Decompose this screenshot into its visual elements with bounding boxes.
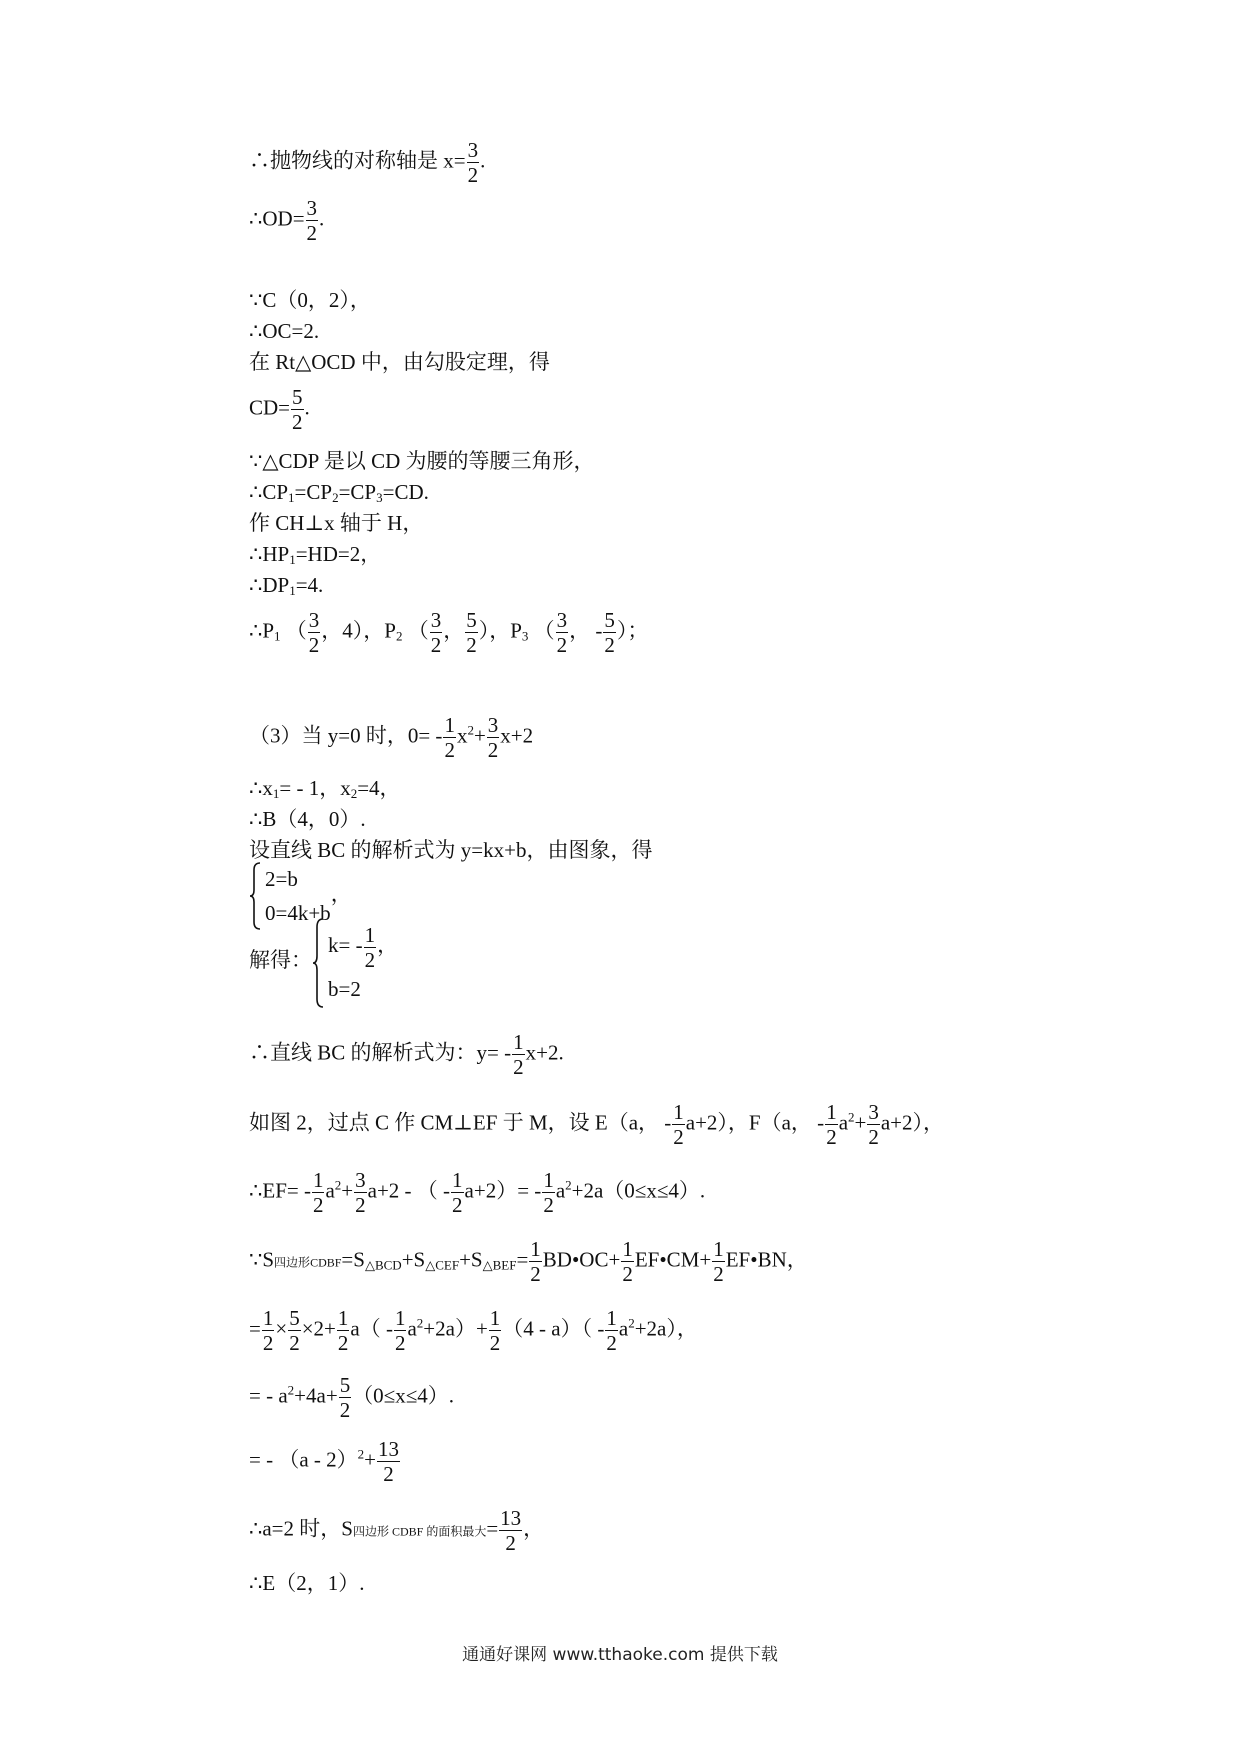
denominator: 2 — [530, 1262, 541, 1286]
text: ∴直线 BC 的解析式为：y= - — [249, 1040, 512, 1065]
text: . — [319, 206, 325, 231]
numerator: 3 — [467, 138, 479, 162]
numerator: 1 — [444, 713, 455, 737]
line-bc-result — [249, 1030, 564, 1079]
line-oc: ∴OC=2. — [249, 319, 320, 343]
numerator: 1 — [489, 1306, 501, 1330]
denominator: 2 — [489, 1331, 501, 1355]
superscript: 2 — [628, 1315, 635, 1331]
line-c-point: ∵C（0，2）， — [249, 288, 371, 312]
fraction — [489, 1306, 502, 1355]
text: a — [618, 1316, 629, 1341]
fraction — [499, 1506, 522, 1555]
text: ∴CP — [249, 480, 289, 504]
text: EF•BN， — [725, 1247, 808, 1272]
fraction — [288, 1306, 301, 1355]
numerator: 5 — [604, 608, 615, 632]
text: （0≤x≤4）. — [352, 1383, 454, 1408]
text: +2a（0≤x≤4）. — [571, 1178, 706, 1203]
numerator: 1 — [826, 1100, 837, 1124]
line-area-expand — [249, 1306, 698, 1355]
denominator: 2 — [452, 1193, 463, 1217]
superscript: 2 — [565, 1177, 572, 1193]
text: =CP — [338, 480, 377, 504]
fraction — [467, 138, 480, 187]
fraction — [377, 1437, 400, 1486]
line-max-area — [249, 1506, 544, 1555]
text: EF•CM+ — [634, 1247, 712, 1272]
line-figure2 — [249, 1100, 944, 1149]
fraction — [556, 608, 569, 657]
footer-credit: 通通好课网 www.tthaoke.com 提供下载 — [462, 1645, 778, 1665]
text: （ — [533, 618, 555, 643]
text: = — [486, 1516, 499, 1541]
fraction — [364, 923, 377, 972]
subscript: 1 — [289, 583, 296, 598]
text: x+2. — [525, 1040, 564, 1065]
text: +S — [401, 1247, 426, 1272]
subscript: 2 — [350, 786, 358, 801]
denominator: 2 — [355, 1193, 366, 1217]
denominator: 2 — [383, 1462, 394, 1486]
text: +2a）， — [634, 1316, 698, 1341]
numerator: 3 — [306, 196, 318, 220]
equation-row: 0=4k+b — [265, 901, 331, 925]
text: （ — [285, 618, 307, 643]
numerator: 1 — [312, 1168, 324, 1192]
denominator: 2 — [713, 1262, 724, 1286]
fraction — [542, 1168, 555, 1217]
numerator: 3 — [355, 1168, 366, 1192]
numerator: 3 — [868, 1100, 879, 1124]
fraction — [605, 1306, 618, 1355]
line-axis-of-symmetry — [249, 138, 485, 187]
denominator: 2 — [339, 1398, 351, 1422]
numerator: 3 — [556, 608, 568, 632]
text: . — [304, 395, 310, 420]
fraction — [451, 1168, 464, 1217]
line-dp1 — [249, 572, 323, 604]
text: ， — [523, 1516, 545, 1541]
subscript-text: CDBF — [310, 1255, 342, 1270]
text: + — [854, 1110, 867, 1135]
text: ∴a=2 时，S — [249, 1516, 353, 1541]
numerator: 1 — [673, 1100, 684, 1124]
fraction — [712, 1237, 725, 1286]
superscript: 2 — [467, 722, 474, 738]
text: （ — [407, 618, 429, 643]
denominator: 2 — [394, 1331, 406, 1355]
text: ∴EF= - — [249, 1178, 311, 1203]
denominator: 2 — [826, 1125, 837, 1149]
numerator: 1 — [713, 1237, 724, 1261]
fraction — [621, 1237, 634, 1286]
text: +4a+ — [294, 1383, 338, 1408]
text: a — [325, 1178, 335, 1203]
text: +S — [459, 1247, 483, 1272]
line-bc-setup: 设直线 BC 的解析式为 y=kx+b，由图象，得 — [249, 838, 653, 862]
line-e-point: ∴E（2，1）. — [249, 1571, 365, 1595]
text: + — [341, 1178, 354, 1203]
subscript: 2 — [332, 490, 339, 505]
subscript: 3 — [376, 490, 383, 505]
subscript: 3 — [521, 628, 529, 644]
denominator: 2 — [606, 1331, 617, 1355]
denominator: 2 — [487, 738, 499, 762]
subscript-text: 四边形 — [274, 1255, 311, 1270]
text: = - （a - 2） — [249, 1447, 358, 1472]
numerator: 1 — [622, 1237, 633, 1261]
text: =HD=2， — [295, 542, 382, 566]
fraction — [306, 196, 319, 245]
line-b-point: ∴B（4，0）. — [249, 807, 366, 831]
line-p-points — [249, 608, 648, 657]
line-ch-perp: 作 CH⊥x 轴于 H， — [249, 511, 424, 535]
numerator: 1 — [606, 1306, 617, 1330]
numerator: 13 — [500, 1506, 522, 1530]
superscript: 2 — [334, 1177, 342, 1193]
subscript: 1 — [272, 786, 280, 801]
numerator: 1 — [364, 922, 376, 947]
denominator: 2 — [306, 221, 318, 245]
denominator: 2 — [505, 1531, 516, 1555]
text: 解得： — [249, 947, 312, 972]
numerator: 5 — [289, 1306, 300, 1330]
fraction — [291, 385, 304, 434]
line-isosceles: ∵△CDP 是以 CD 为腰的等腰三角形， — [249, 449, 595, 473]
denominator: 2 — [292, 410, 303, 434]
text: ×2+ — [301, 1316, 336, 1341]
line-roots — [249, 775, 401, 807]
fraction — [529, 1237, 542, 1286]
text: x — [456, 723, 468, 748]
text: =CP — [294, 480, 333, 504]
text: a — [407, 1316, 417, 1341]
text: CD= — [249, 395, 291, 420]
numerator: 5 — [466, 608, 477, 632]
superscript: 2 — [848, 1109, 855, 1125]
numerator: 5 — [339, 1373, 351, 1397]
superscript: 2 — [357, 1446, 365, 1462]
text: =4， — [357, 776, 401, 800]
line-pythagoras: 在 Rt△OCD 中，由勾股定理，得 — [249, 350, 550, 374]
text: k= - — [328, 933, 363, 957]
text: （3）当 y=0 时，0= - — [249, 723, 443, 748]
text: = — [249, 1316, 261, 1341]
text: +2a）+ — [423, 1316, 488, 1341]
text: ∴OD= — [249, 206, 305, 231]
text: ∴x — [249, 776, 273, 800]
text: a+2 - （ - — [367, 1178, 451, 1203]
numerator: 5 — [292, 385, 303, 409]
text: ， - — [569, 618, 603, 643]
fraction — [339, 1373, 352, 1422]
text: a+2），F（a， - — [685, 1110, 825, 1135]
text: a（ - — [350, 1316, 393, 1341]
fraction — [603, 608, 616, 657]
fraction — [262, 1306, 275, 1355]
denominator: 2 — [556, 633, 568, 657]
fraction — [354, 1168, 367, 1217]
line-ef — [249, 1168, 705, 1217]
equation-row: 2=b — [265, 867, 298, 891]
solution-row-k — [328, 918, 398, 972]
numerator: 1 — [262, 1306, 274, 1330]
fraction — [312, 1168, 325, 1217]
text: . — [480, 148, 486, 173]
text: a — [838, 1110, 849, 1135]
line-od — [249, 196, 324, 245]
fraction — [308, 608, 321, 657]
text: =S — [341, 1247, 365, 1272]
fraction — [443, 713, 456, 762]
line-part3 — [249, 713, 533, 762]
text: BD•OC+ — [542, 1247, 621, 1272]
text: + — [364, 1447, 376, 1472]
fraction — [487, 713, 500, 762]
text: = - a — [249, 1383, 288, 1408]
numerator: 1 — [543, 1168, 554, 1192]
denominator: 2 — [430, 633, 442, 657]
text: ， — [377, 933, 399, 957]
denominator: 2 — [868, 1125, 879, 1149]
numerator: 1 — [337, 1306, 349, 1330]
text: ， — [330, 881, 352, 906]
brace-icon — [312, 918, 324, 1008]
denominator: 2 — [604, 633, 615, 657]
text: × — [275, 1316, 288, 1341]
fraction — [337, 1306, 350, 1355]
denominator: 2 — [673, 1125, 684, 1149]
denominator: 2 — [543, 1193, 554, 1217]
denominator: 2 — [337, 1331, 349, 1355]
subscript: 2 — [395, 628, 403, 644]
denominator: 2 — [308, 633, 320, 657]
line-hp1 — [249, 541, 381, 573]
text: 如图 2，过点 C 作 CM⊥EF 于 M，设 E（a， - — [249, 1110, 672, 1135]
text: ，4）， — [321, 618, 385, 643]
text: = — [516, 1247, 529, 1272]
numerator: 1 — [394, 1306, 406, 1330]
denominator: 2 — [444, 738, 455, 762]
line-area-simplify — [249, 1373, 454, 1422]
denominator: 2 — [513, 1055, 524, 1079]
line-solution — [249, 918, 398, 1006]
text: a+2）， — [880, 1110, 945, 1135]
text: =4. — [295, 573, 324, 597]
text: ）； — [616, 618, 649, 643]
line-area-vertex — [249, 1437, 401, 1486]
text: ， — [443, 618, 465, 643]
numerator: 1 — [452, 1168, 463, 1192]
subscript: 1 — [274, 628, 281, 644]
numerator: 13 — [378, 1437, 399, 1461]
numerator: 1 — [530, 1237, 541, 1261]
text: a+2）= - — [464, 1178, 542, 1203]
fraction — [825, 1100, 838, 1149]
text: + — [473, 723, 486, 748]
subscript: △BEF — [482, 1257, 517, 1273]
text: x+2 — [500, 723, 534, 748]
line-cp-equal — [249, 479, 429, 511]
text: P — [510, 618, 522, 643]
subscript: △BCD — [364, 1257, 402, 1273]
denominator: 2 — [312, 1193, 324, 1217]
text: ∵S — [249, 1247, 275, 1272]
line-cd — [249, 385, 310, 434]
superscript: 2 — [287, 1382, 295, 1398]
fraction — [394, 1306, 407, 1355]
fraction — [430, 608, 443, 657]
subscript: 1 — [288, 490, 295, 505]
fraction — [512, 1030, 525, 1079]
text: （4 - a）（ - — [502, 1316, 605, 1341]
denominator: 2 — [262, 1331, 274, 1355]
line-area-sum — [249, 1237, 808, 1286]
solution-system — [312, 918, 398, 1006]
text: ）， — [478, 618, 511, 643]
text: P — [384, 618, 396, 643]
denominator: 2 — [622, 1262, 633, 1286]
numerator: 3 — [430, 608, 442, 632]
denominator: 2 — [466, 633, 477, 657]
text: ∴P — [249, 618, 275, 643]
denominator: 2 — [467, 163, 479, 187]
fraction — [465, 608, 478, 657]
text: ∴抛物线的对称轴是 x= — [249, 148, 466, 173]
subscript: 1 — [289, 552, 296, 567]
text: ∴DP — [249, 573, 290, 597]
text: a — [555, 1178, 566, 1203]
subscript-text: 四边形 CDBF 的面积最大 — [352, 1524, 487, 1539]
numerator: 3 — [308, 608, 320, 632]
solution-row-b: b=2 — [328, 977, 361, 1001]
text: ∴HP — [249, 542, 290, 566]
text: =CD. — [382, 480, 429, 504]
fraction — [672, 1100, 685, 1149]
superscript: 2 — [416, 1315, 424, 1331]
numerator: 3 — [487, 713, 499, 737]
denominator: 2 — [364, 947, 376, 972]
subscript: △CEF — [425, 1257, 460, 1273]
denominator: 2 — [289, 1331, 300, 1355]
text: = - 1，x — [279, 776, 351, 800]
fraction — [867, 1100, 880, 1149]
numerator: 1 — [513, 1030, 524, 1054]
